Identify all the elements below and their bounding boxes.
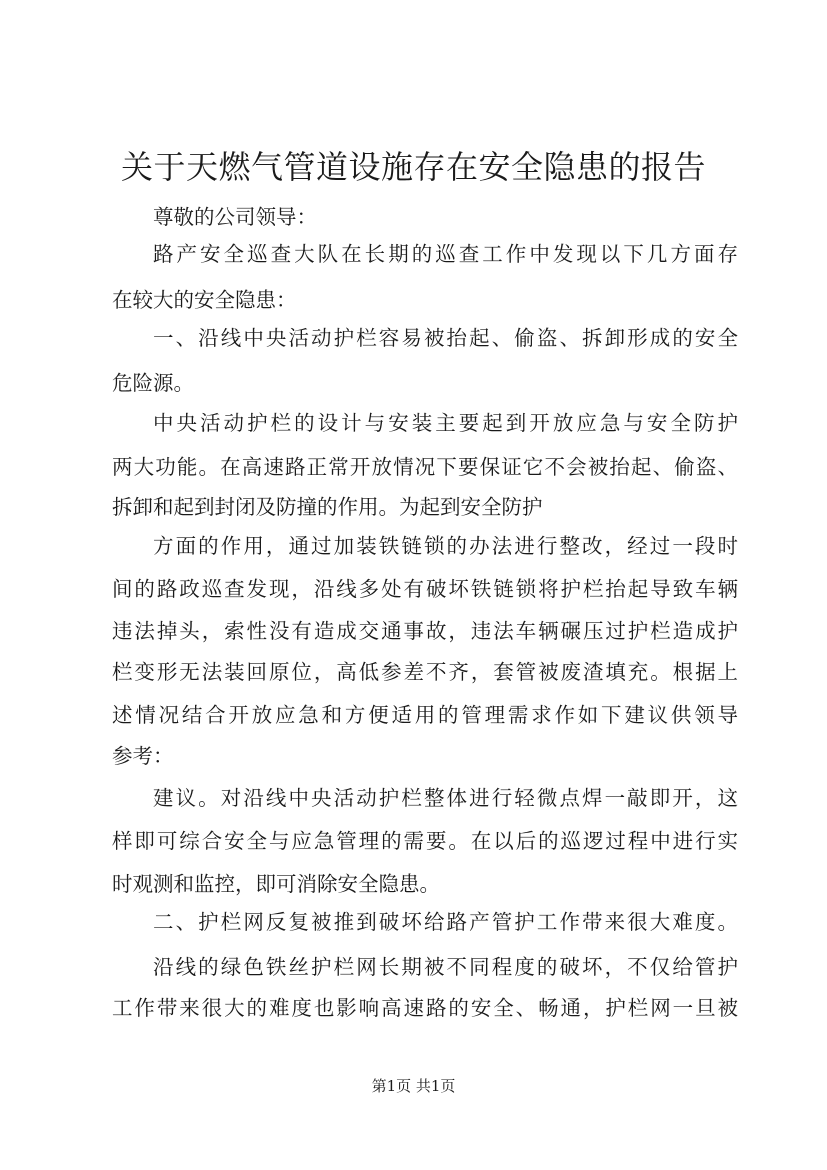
section-heading-line: 危险源。	[112, 371, 194, 395]
paragraph-line: 方面的作用，通过加装铁链锁的办法进行整改，经过一段时	[153, 534, 738, 558]
paragraph-line: 在较大的安全隐患：	[112, 288, 297, 312]
paragraph-line: 参考：	[112, 744, 174, 768]
paragraph-line: 时观测和监控，即可消除安全隐患。	[112, 872, 440, 896]
paragraph-line: 违法掉头，索性没有造成交通事故，违法车辆碾压过护栏造成护	[112, 619, 738, 643]
paragraph-line: 拆卸和起到封闭及防撞的作用。为起到安全防护	[112, 495, 543, 519]
section-heading-line: 二、护栏网反复被推到破坏给路产管护工作带来很大难度。	[153, 910, 738, 934]
paragraph-line: 样即可综合安全与应急管理的需要。在以后的巡逻过程中进行实	[112, 829, 738, 853]
paragraph-line: 建议。对沿线中央活动护栏整体进行轻微点焊一敲即开，这	[153, 786, 738, 810]
document-title: 关于天燃气管道设施存在安全隐患的报告	[120, 148, 706, 186]
paragraph-line: 栏变形无法装回原位，高低参差不齐，套管被废渣填充。根据上	[112, 660, 738, 684]
paragraph-line: 路产安全巡查大队在长期的巡查工作中发现以下几方面存	[153, 242, 738, 266]
paragraph-line: 间的路政巡查发现，沿线多处有破坏铁链锁将护栏抬起导致车辆	[112, 577, 738, 601]
paragraph-line: 中央活动护栏的设计与安装主要起到开放应急与安全防护	[153, 411, 738, 435]
paragraph-line: 工作带来很大的难度也影响高速路的安全、畅通，护栏网一旦被	[112, 996, 738, 1020]
paragraph-line: 沿线的绿色铁丝护栏网长期被不同程度的破坏，不仅给管护	[153, 955, 738, 979]
salutation: 尊敬的公司领导：	[153, 205, 317, 229]
paragraph-line: 述情况结合开放应急和方便适用的管理需求作如下建议供领导	[112, 703, 738, 727]
page-footer: 第1页 共1页	[371, 1077, 456, 1095]
paragraph-line: 两大功能。在高速路正常开放情况下要保证它不会被抬起、偷盗、	[112, 455, 738, 479]
section-heading-line: 一、沿线中央活动护栏容易被抬起、偷盗、拆卸形成的安全	[153, 326, 738, 350]
